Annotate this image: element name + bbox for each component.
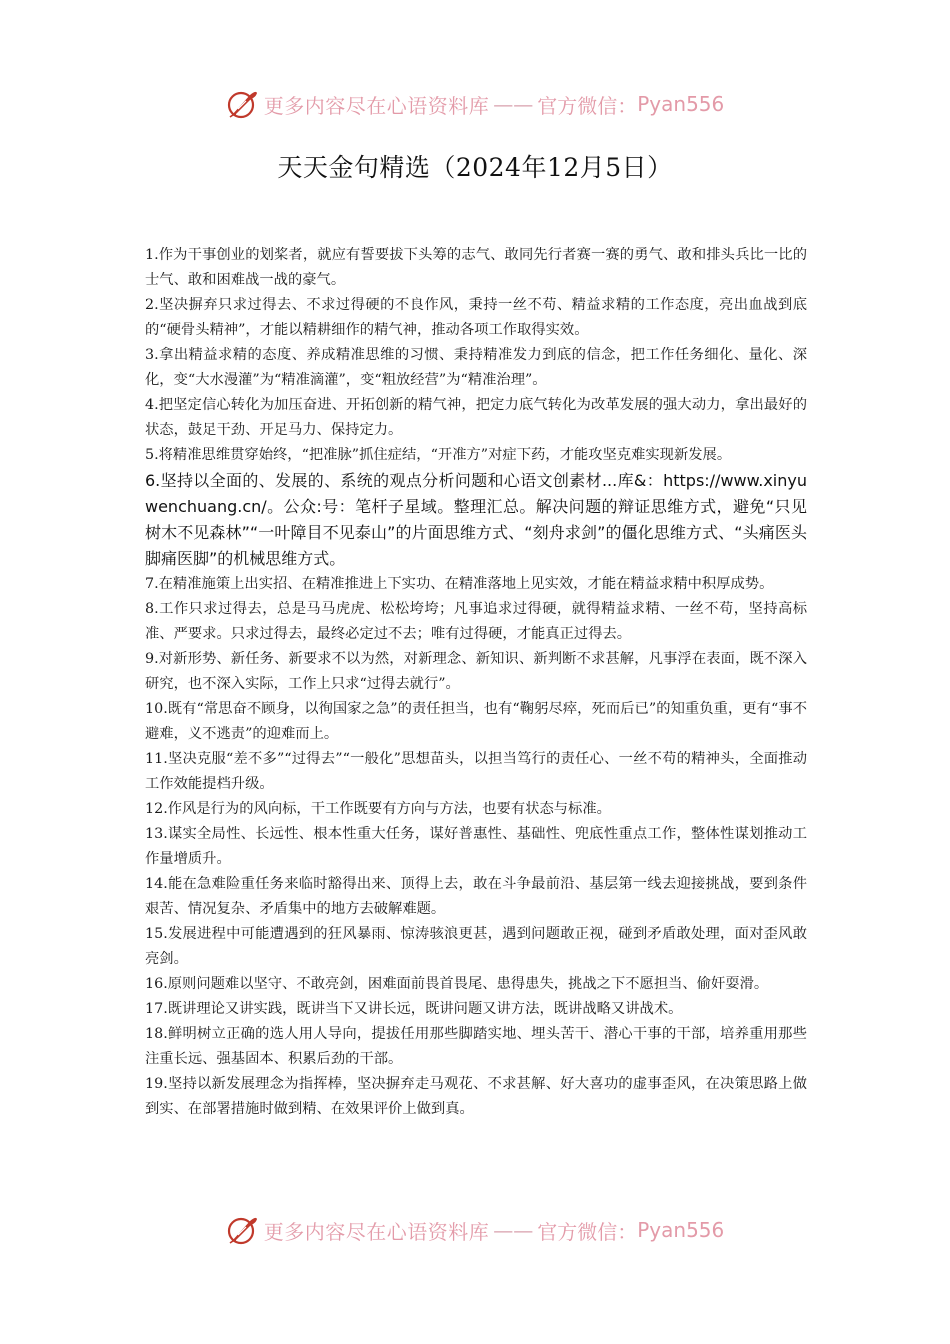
quote-paragraph-13: 13.谋实全局性、长远性、根本性重大任务，谋好普惠性、基础性、兜底性重点工作，整体性谋划推动工作量增质升。 [145,826,807,867]
quote-list [145,243,807,1122]
quote-paragraph-17: 17.既讲理论又讲实践，既讲当下又讲长远，既讲问题又讲方法，既讲战略又讲战术。 [145,1001,683,1017]
quote-paragraph-15: 15.发展进程中可能遭遇到的狂风暴雨、惊涛骇浪更甚，遇到问题敢正视，碰到矛盾敢处理，面对歪风敢亮剑。 [145,926,807,967]
banner-wechat-id: Pyan556 [637,1218,725,1242]
banner-dash: —— [493,92,534,116]
quote-paragraph-11: 11.坚决克服“差不多”“过得去”“一般化”思想苗头，以担当笃行的责任心、一丝不苟的精神头，全面推动工作效能提档升级。 [145,751,807,792]
quote-paragraph-9: 9.对新形势、新任务、新要求不以为然，对新理念、新知识、新判断不求甚解，凡事浮在表面，既不深入研究，也不深入实际，工作上只求“过得去就行”。 [145,651,807,692]
quill-pen-icon [226,1213,260,1247]
banner-wechat-label: 官方微信： [537,1219,638,1244]
banner-text: 更多内容尽在心语资料库 [263,93,490,118]
banner-text: 更多内容尽在心语资料库 [263,1219,490,1244]
quote-paragraph-5: 5.将精准思维贯穿始终，“把准脉”抓住症结，“开准方”对症下药，才能攻坚克难实现新发展。 [145,447,732,463]
quote-paragraph-18: 18.鲜明树立正确的选人用人导向，提拔任用那些脚踏实地、埋头苦干、潜心干事的干部，培养重用那些注重长远、强基固本、积累后劲的干部。 [145,1026,807,1067]
quote-paragraph-19: 19.坚持以新发展理念为指挥棒，坚决摒弃走马观花、不求甚解、好大喜功的虚事歪风，在决策思路上做到实、在部署措施时做到精、在效果评价上做到真。 [145,1076,807,1117]
footer-banner [0,1210,950,1250]
quote-paragraph-12: 12.作风是行为的风向标，干工作既要有方向与方法，也要有状态与标准。 [145,801,611,817]
quote-paragraph-8: 8.工作只求过得去，总是马马虎虎、松松垮垮；凡事追求过得硬，就得精益求精、一丝不苟，坚持高标准、严要求。只求过得去，最终必定过不去；唯有过得硬，才能真正过得去。 [145,601,807,642]
quote-paragraph-16: 16.原则问题难以坚守、不敢亮剑，困难面前畏首畏尾、患得患失，挑战之下不愿担当、偷奸耍滑。 [145,976,769,992]
quote-paragraph-4: 4.把坚定信心转化为加压奋进、开拓创新的精气神，把定力底气转化为改革发展的强大动力，拿出最好的状态，鼓足干劲、开足马力、保持定力。 [145,397,807,438]
quote-paragraph-7: 7.在精准施策上出实招、在精准推进上下实功、在精准落地上见实效，才能在精益求精中积厚成势。 [145,576,774,592]
quote-paragraph-14: 14.能在急难险重任务来临时豁得出来、顶得上去，敢在斗争最前沿、基层第一线去迎接挑战，要到条件艰苦、情况复杂、矛盾集中的地方去破解难题。 [145,876,807,917]
quote-paragraph-6: 6.坚持以全面的、发展的、系统的观点分析问题和心语文创素材...库&：https://www.xinyuwenchuang.cn/。公众:号：笔杆子星域。整理汇总。解决问题的辩证思维方式，避免“只见树木不见森林”“一叶障目不见泰山”的片面思维方式、“刻舟求剑”的僵化思维方式、“头痛医头脚痛医脚”的机械思维方式。 [145,471,807,568]
quote-paragraph-3: 3.拿出精益求精的态度、养成精准思维的习惯、秉持精准发力到底的信念，把工作任务细化、量化、深化，变“大水漫灌”为“精准滴灌”，变“粗放经营”为“精准治理”。 [145,347,807,388]
quill-pen-icon [226,87,260,121]
banner-wechat-id: Pyan556 [637,92,725,116]
quote-paragraph-10: 10.既有“常思奋不顾身，以徇国家之急”的责任担当，也有“鞠躬尽瘁，死而后已”的知重负重，更有“事不避难，义不逃责”的迎难而上。 [145,701,807,742]
quote-paragraph-2: 2.坚决摒弃只求过得去、不求过得硬的不良作风，秉持一丝不苟、精益求精的工作态度，亮出血战到底的“硬骨头精神”，才能以精耕细作的精气神，推动各项工作取得实效。 [145,297,807,338]
header-banner [0,84,950,124]
quote-paragraph-1: 1.作为干事创业的划桨者，就应有誓要拔下头筹的志气、敢同先行者赛一赛的勇气、敢和排头兵比一比的士气、敢和困难战一战的豪气。 [145,247,807,288]
banner-dash: —— [493,1218,534,1242]
banner-wechat-label: 官方微信： [537,93,638,118]
page-title: 天天金句精选（2024年12月5日） [277,153,673,182]
